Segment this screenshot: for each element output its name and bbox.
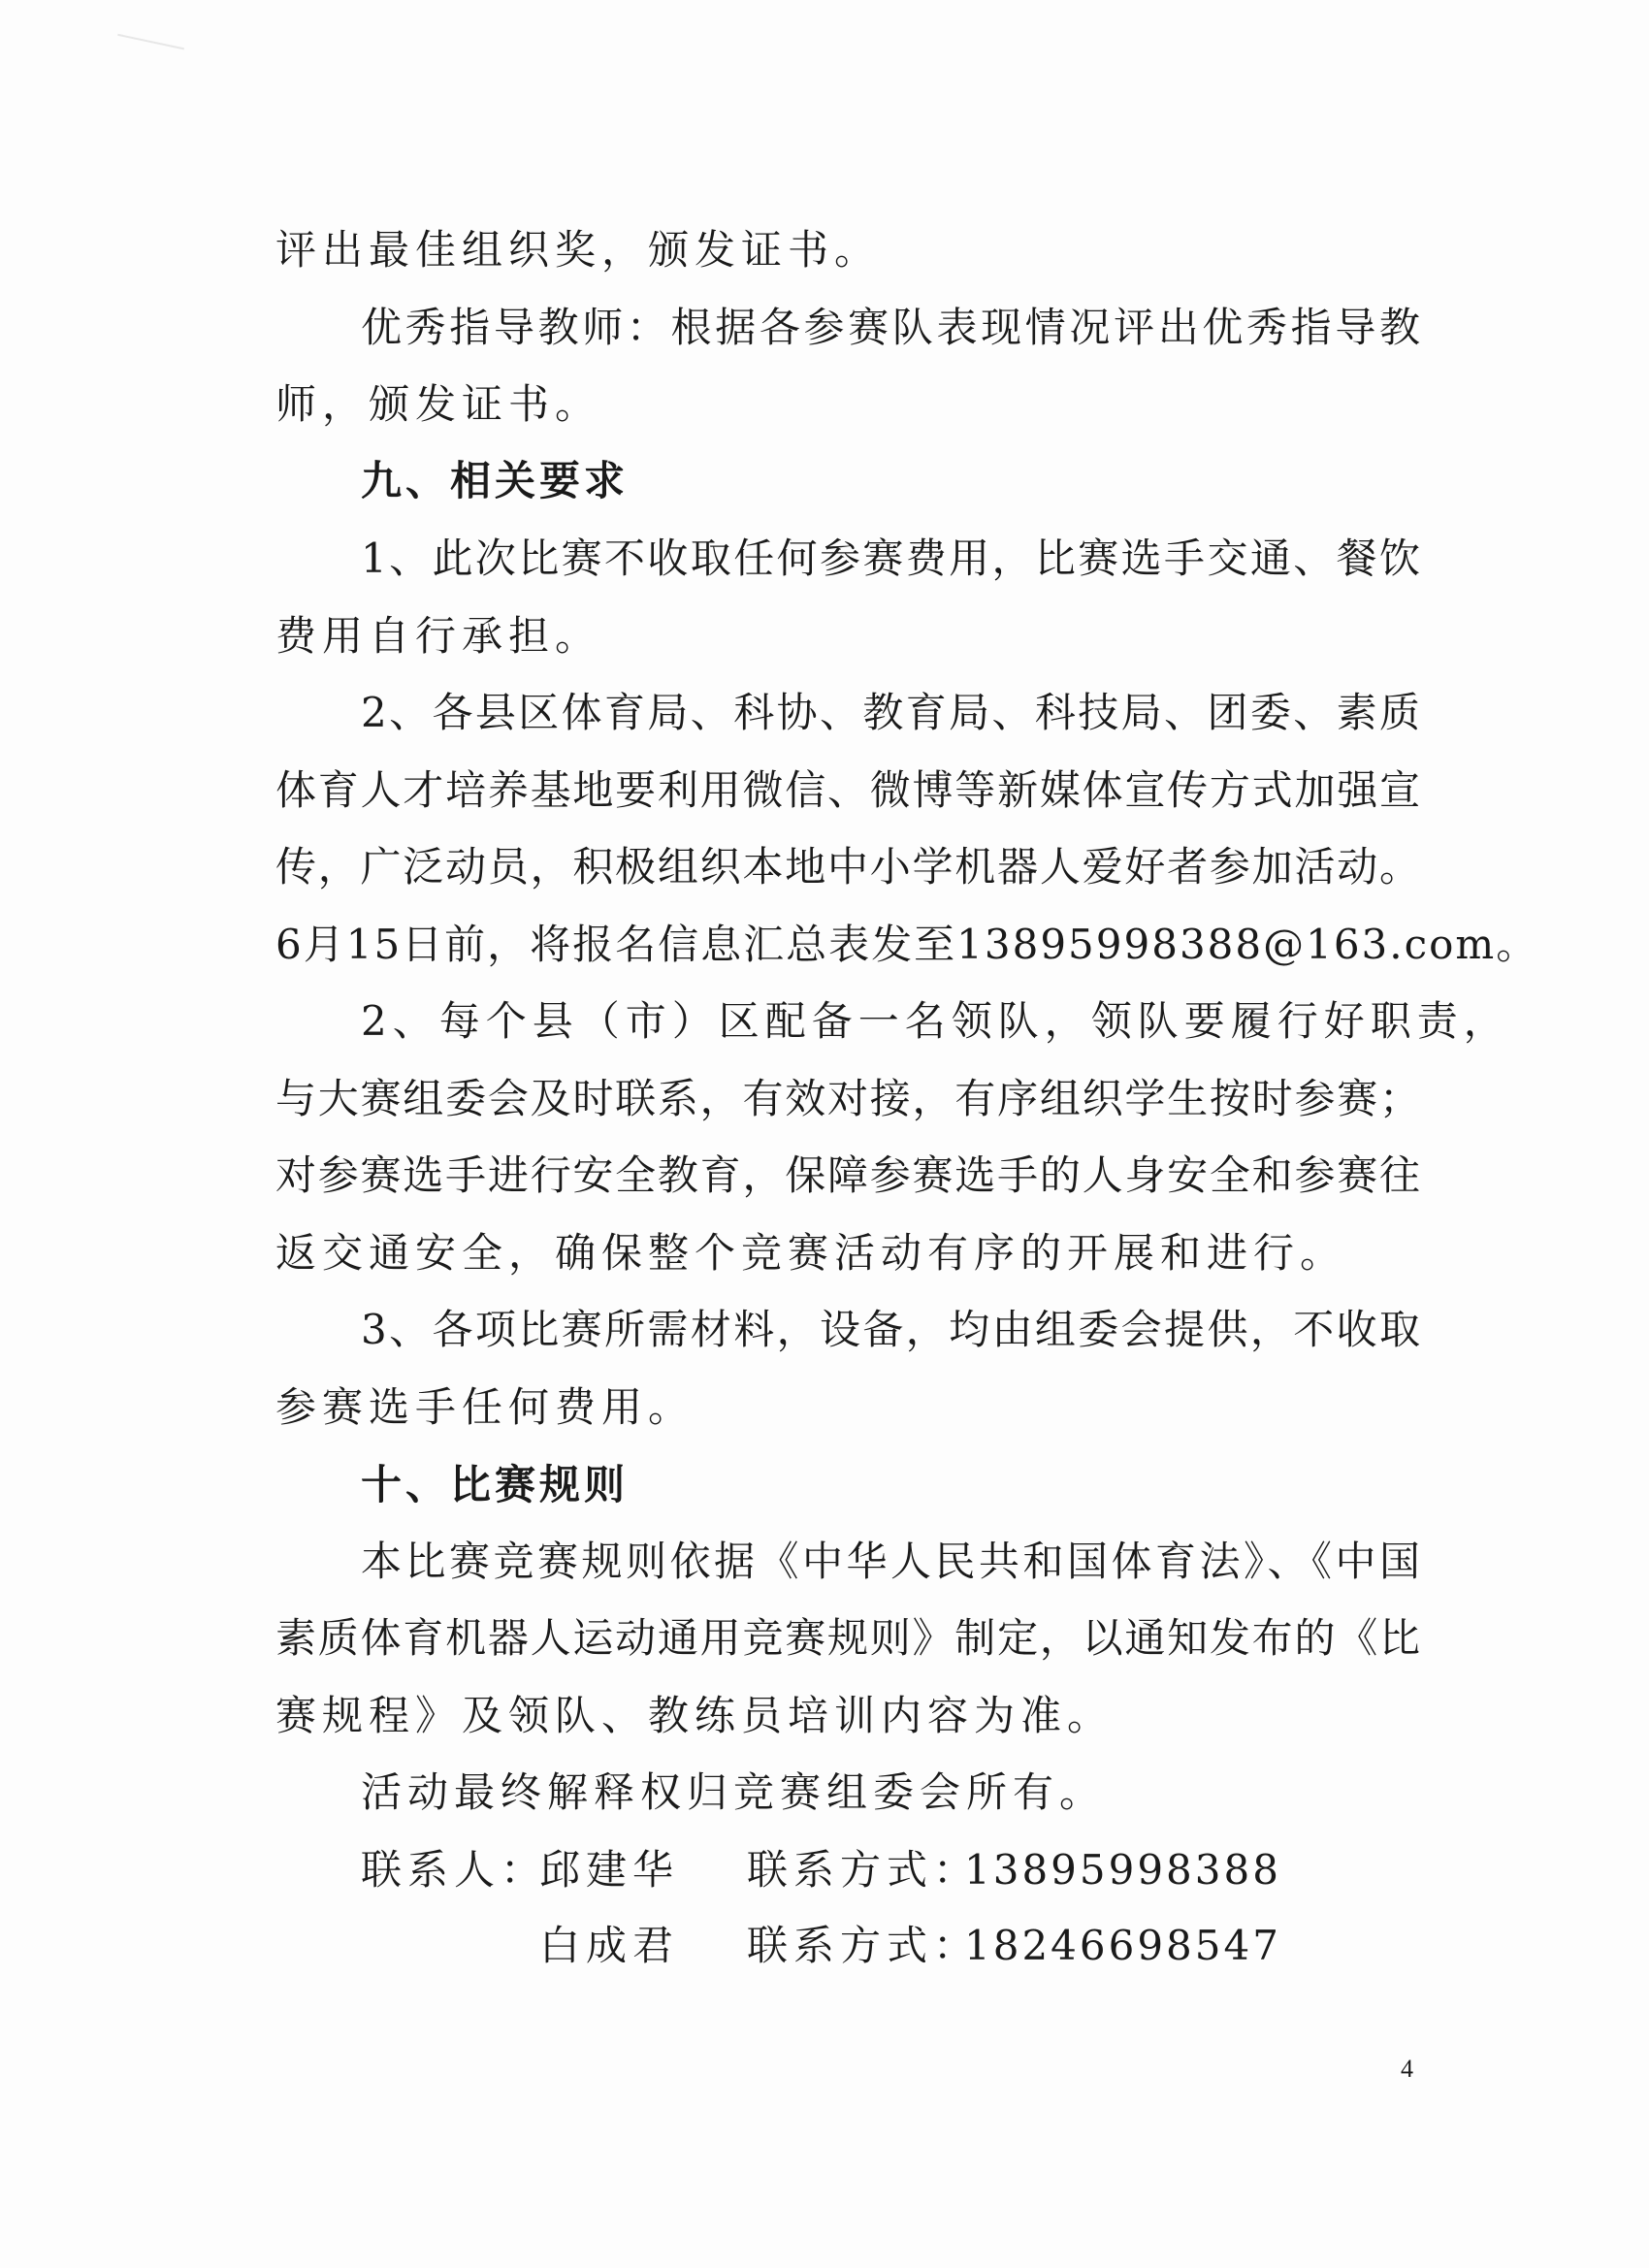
contact-name: 白成君 <box>539 1922 680 1969</box>
section-heading: 九、相关要求 <box>361 457 630 504</box>
body-line: 素质体育机器人运动通用竞赛规则》制定，以通知发布的《比 <box>275 1614 1420 1662</box>
body-line: 与大赛组委会及时联系，有效对接，有序组织学生按时参赛； <box>275 1075 1420 1122</box>
contact-phone: 13895998388 <box>964 1846 1281 1894</box>
section-heading: 十、比赛规则 <box>361 1461 630 1508</box>
body-line: 优秀指导教师：根据各参赛队表现情况评出优秀指导教 <box>361 304 1420 351</box>
contact-name: 邱建华 <box>539 1846 680 1894</box>
contact-label: 联系人： <box>361 1846 548 1894</box>
body-line: 本比赛竞赛规则依据《中华人民共和国体育法》、《中国 <box>361 1538 1420 1585</box>
body-line: 费用自行承担。 <box>275 612 602 660</box>
body-line: 2、每个县（市）区配备一名领队，领队要履行好职责， <box>361 997 1510 1045</box>
body-line: 评出最佳组织奖，颁发证书。 <box>275 226 882 274</box>
contact-phone: 18246698547 <box>964 1922 1281 1969</box>
page-number: 4 <box>1401 2055 1413 2083</box>
body-line: 返交通安全，确保整个竞赛活动有序的开展和进行。 <box>275 1229 1347 1277</box>
body-line: 师，颁发证书。 <box>275 380 602 428</box>
body-line: 赛规程》及领队、教练员培训内容为准。 <box>275 1692 1115 1739</box>
body-line: 1、此次比赛不收取任何参赛费用，比赛选手交通、餐饮 <box>361 535 1420 582</box>
body-line: 体育人才培养基地要利用微信、微博等新媒体宣传方式加强宣 <box>275 766 1420 814</box>
body-line: 活动最终解释权归竞赛组委会所有。 <box>361 1768 1107 1816</box>
body-line: 2、各县区体育局、科协、教育局、科技局、团委、素质 <box>361 689 1420 736</box>
body-line: 参赛选手任何费用。 <box>275 1383 695 1431</box>
body-line: 3、各项比赛所需材料，设备，均由组委会提供，不收取 <box>361 1306 1420 1353</box>
body-line: 对参赛选手进行安全教育，保障参赛选手的人身安全和参赛往 <box>275 1151 1420 1199</box>
body-line: 传，广泛动员，积极组织本地中小学机器人爱好者参加活动。 <box>275 843 1420 891</box>
contact-method-label: 联系方式： <box>747 1922 981 1969</box>
body-line: 6月15日前，将报名信息汇总表发至13895998388@163.com。 <box>275 921 1539 968</box>
scan-artifact <box>116 34 184 55</box>
contact-method-label: 联系方式： <box>747 1846 981 1894</box>
